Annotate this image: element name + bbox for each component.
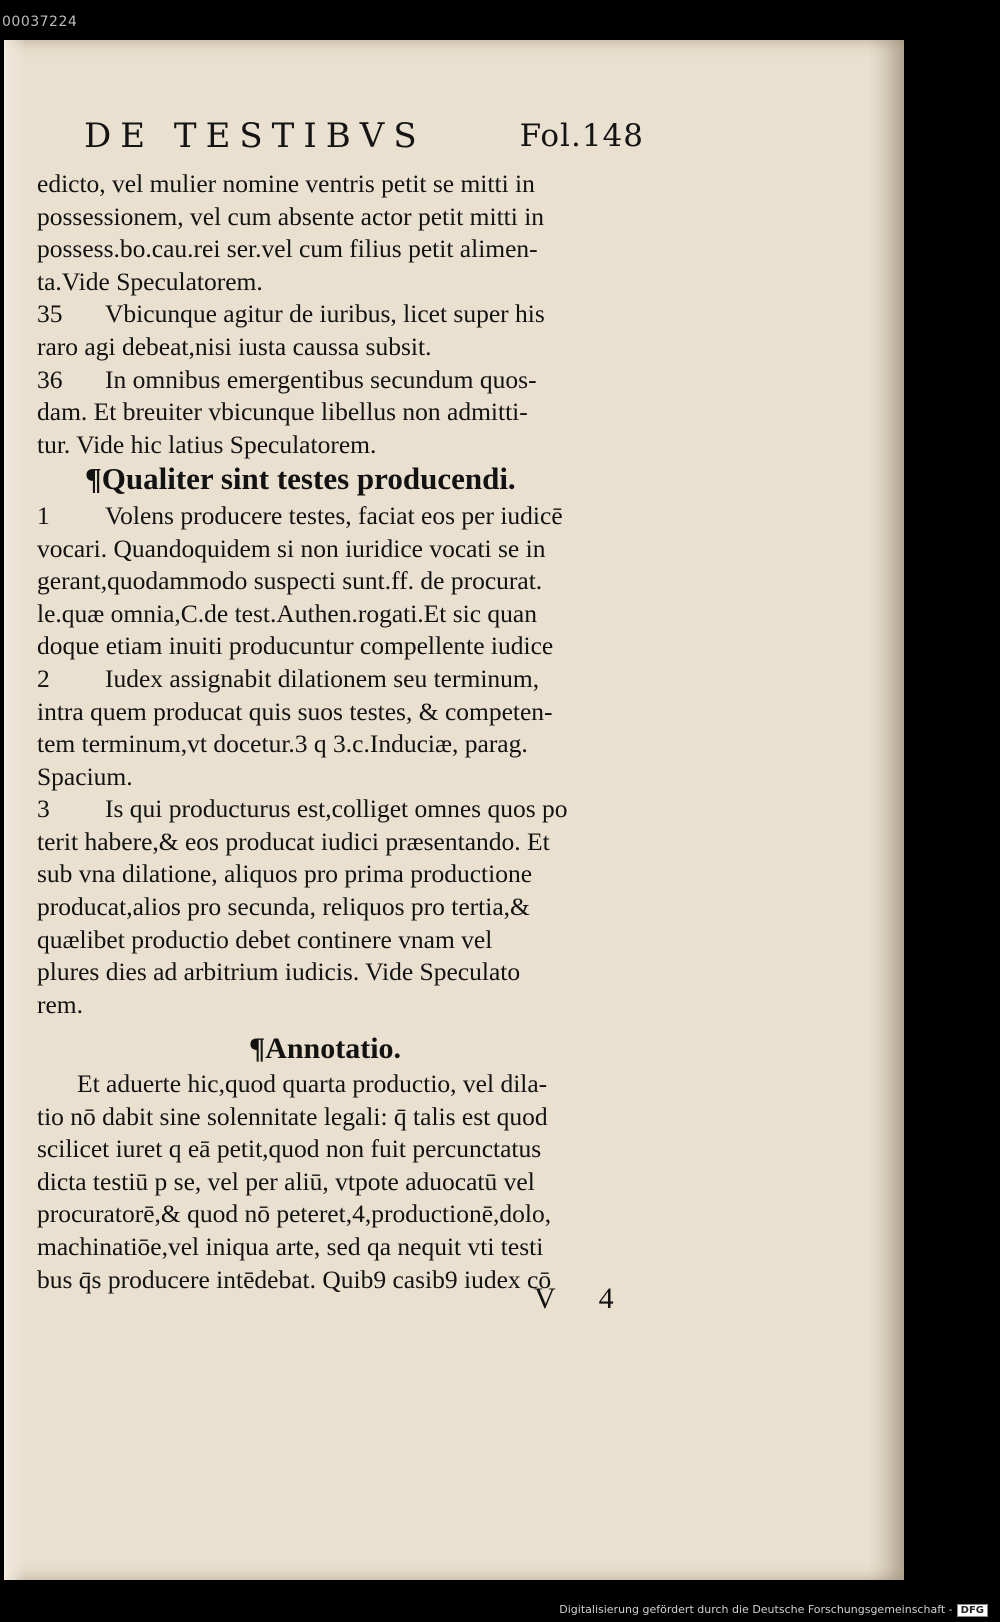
scan-id: 00037224 xyxy=(2,14,78,30)
section-heading-text: Qualiter sint testes producendi. xyxy=(101,461,516,497)
text-line: procuratorē,& quod nō peteret,4,productionē,dolo, xyxy=(37,1199,552,1229)
book-page xyxy=(4,40,904,1580)
text-line: le.quæ omnia,C.de test.Authen.rogati.Et sic quan xyxy=(37,598,537,628)
credit-text: Digitalisierung gefördert durch die Deutsche Forschungsgemeinschaft - xyxy=(559,1603,953,1616)
text-line: possessionem, vel cum absente actor petit mitti in xyxy=(37,201,545,231)
body-text xyxy=(37,168,702,1296)
running-title: DE TESTIBVS xyxy=(84,116,426,156)
text-line: tio nō dabit sine solennitate legali: q̄ talis est quod xyxy=(37,1101,548,1131)
annotation-heading xyxy=(37,1033,702,1066)
page-gutter-shading xyxy=(4,40,26,1580)
folio-number: Fol.148 xyxy=(519,118,644,154)
text-line: In omnibus emergentibus secundum quos- xyxy=(105,364,537,394)
paragraph-number: 35 xyxy=(37,299,63,329)
text-line: Volens producere testes, faciat eos per iudicē xyxy=(105,500,563,530)
text-line: possess.bo.cau.rei ser.vel cum filius petit alimen- xyxy=(37,234,538,264)
pilcrow-icon: ¶ xyxy=(249,1032,266,1066)
text-line: dicta testiū p se, vel per aliū, vtpote aduocatū vel xyxy=(37,1166,535,1196)
text-line: dam. Et breuiter vbicunque libellus non admitti- xyxy=(37,397,528,427)
text-line: Iudex assignabit dilationem seu terminum, xyxy=(105,663,540,693)
annotation-heading-text: Annotatio. xyxy=(265,1032,402,1066)
text-line: doque etiam inuiti producuntur compellente iudice xyxy=(37,631,554,661)
text-line: gerant,quodammodo suspecti sunt.ff. de procurat. xyxy=(37,566,543,596)
text-line: Is qui producturus est,colliget omnes quos po xyxy=(105,794,568,824)
text-line: Et aduerte hic,quod quarta productio, vel dila- xyxy=(77,1069,548,1099)
text-line: raro agi debeat,nisi iusta caussa subsit. xyxy=(37,331,432,361)
text-line: vocari. Quandoquidem si non iuridice vocati se in xyxy=(37,533,546,563)
paragraph-number: 1 xyxy=(37,500,50,530)
pilcrow-icon: ¶ xyxy=(85,461,102,497)
paragraph-36-first-line xyxy=(37,364,702,397)
paragraph-1-first-line xyxy=(37,500,702,533)
paragraph-35-first-line xyxy=(37,298,702,331)
paragraph-number: 2 xyxy=(37,663,50,693)
digitization-credit xyxy=(559,1603,988,1617)
paragraph-number: 3 xyxy=(37,794,50,824)
page-header xyxy=(84,116,644,164)
text-line: ta.Vide Speculatorem. xyxy=(37,266,263,296)
text-line: intra quem producat quis suos testes, & competen- xyxy=(37,696,553,726)
text-line: terit habere,& eos producat iudici præsentando. Et xyxy=(37,826,550,856)
paragraph-3-first-line xyxy=(37,793,702,826)
text-line: bus q̄s producere intēdebat. Quib9 casib9 iudex cō xyxy=(37,1264,552,1294)
text-line: rem. xyxy=(37,989,84,1019)
text-line: producat,alios pro secunda, reliquos pro tertia,& xyxy=(37,892,530,922)
paragraph-2-first-line xyxy=(37,663,702,696)
annotation-first-line xyxy=(37,1068,702,1101)
text-line: machinatiōe,vel iniqua arte, sed qa nequit vti testi xyxy=(37,1232,544,1261)
text-line: Spacium. xyxy=(37,761,133,791)
dfg-logo: DFG xyxy=(957,1604,988,1617)
text-line: sub vna dilatione, aliquos pro prima productione xyxy=(37,859,533,889)
text-line: tur. Vide hic latius Speculatorem. xyxy=(37,429,377,459)
text-line: Vbicunque agitur de iuribus, licet super his xyxy=(105,299,545,329)
paragraph-number: 36 xyxy=(37,364,63,394)
section-heading xyxy=(37,463,702,496)
text-line: quælibet productio debet continere vnam vel xyxy=(37,924,493,954)
text-line: plures dies ad arbitrium iudicis. Vide Speculato xyxy=(37,957,521,987)
text-line: tem terminum,vt docetur.3 q 3.c.Induciæ, parag. xyxy=(37,729,528,759)
signature-mark: V 4 xyxy=(534,1282,632,1315)
text-line: scilicet iuret q eā petit,quod non fuit percunctatus xyxy=(37,1134,542,1164)
text-line: edicto, vel mulier nomine ventris petit se mitti in xyxy=(37,169,535,198)
